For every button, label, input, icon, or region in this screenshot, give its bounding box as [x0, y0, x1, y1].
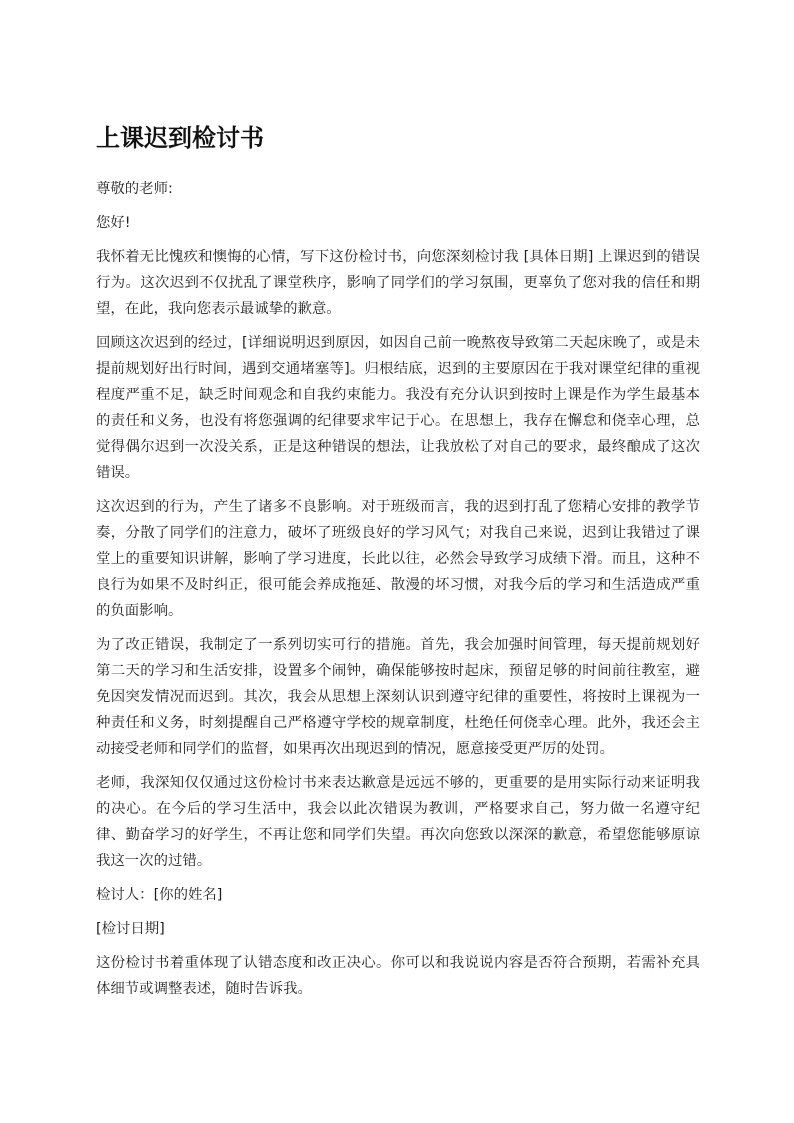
assistant-note: 这份检讨书着重体现了认错态度和改正决心。你可以和我说说内容是否符合预期，若需补充具体细节或调整表述，随时告诉我。 — [96, 955, 700, 997]
body-paragraph-impact: 这次迟到的行为，产生了诸多不良影响。对于班级而言，我的迟到打乱了您精心安排的教学节奏，分散了同学们的注意力，破坏了班级良好的学习风气；对我自己来说，迟到让我错过了课堂上的重要知识讲解，影响了学习进度，长此以往，必然会导致学习成绩下滑。而且，这种不良行为如果不及时纠正，很可能会养成拖延、散漫的坏习惯，对我今后的学习和生活造成严重的负面影响。 — [96, 499, 700, 619]
signature-line: 检讨人：[你的姓名] — [96, 887, 223, 903]
greeting: 您好! — [96, 215, 131, 231]
body-paragraph-resolution: 老师，我深知仅仅通过这份检讨书来表达歉意是远远不够的，更重要的是用实际行动来证明我的决心。在今后的学习生活中，我会以此次错误为教训，严格要求自己，努力做一名遵守纪律、勤奋学习的好学生，不再让您和同学们失望。再次向您致以深深的歉意，希望您能够原谅我这一次的过错。 — [96, 775, 700, 869]
date-line: [检讨日期] — [96, 921, 165, 937]
document-page — [96, 118, 700, 1010]
body-paragraph-apology: 我怀着无比愧疚和懊悔的心情，写下这份检讨书，向您深刻检讨我 [具体日期] 上课迟到的错误行为。这次迟到不仅扰乱了课堂秩序，影响了同学们的学习氛围，更辜负了您对我的信任和期望，在此，我向您表示最诚挚的歉意。 — [96, 249, 700, 317]
document-title: 上课迟到检讨书 — [96, 124, 264, 152]
body-paragraph-reasons: 回顾这次迟到的经过，[详细说明迟到原因，如因自己前一晚熬夜导致第二天起床晚了，或是未提前规划好出行时间，遇到交通堵塞等]。归根结底，迟到的主要原因在于我对课堂纪律的重视程度严重不足，缺乏时间观念和自我约束能力。我没有充分认识到按时上课是作为学生最基本的责任和义务，也没有将您强调的纪律要求牢记于心。在思想上，我存在懈怠和侥幸心理，总觉得偶尔迟到一次没关系，正是这种错误的想法，让我放松了对自己的要求，最终酿成了这次错误。 — [96, 335, 700, 481]
salutation: 尊敬的老师: — [96, 181, 173, 197]
body-paragraph-measures: 为了改正错误，我制定了一系列切实可行的措施。首先，我会加强时间管理，每天提前规划好第二天的学习和生活安排，设置多个闹钟，确保能够按时起床，预留足够的时间前往教室，避免因突发情况而迟到。其次，我会从思想上深刻认识到遵守纪律的重要性，将按时上课视为一种责任和义务，时刻提醒自己严格遵守学校的规章制度，杜绝任何侥幸心理。此外，我还会主动接受老师和同学们的监督，如果再次出现迟到的情况，愿意接受更严厉的处罚。 — [96, 637, 700, 757]
